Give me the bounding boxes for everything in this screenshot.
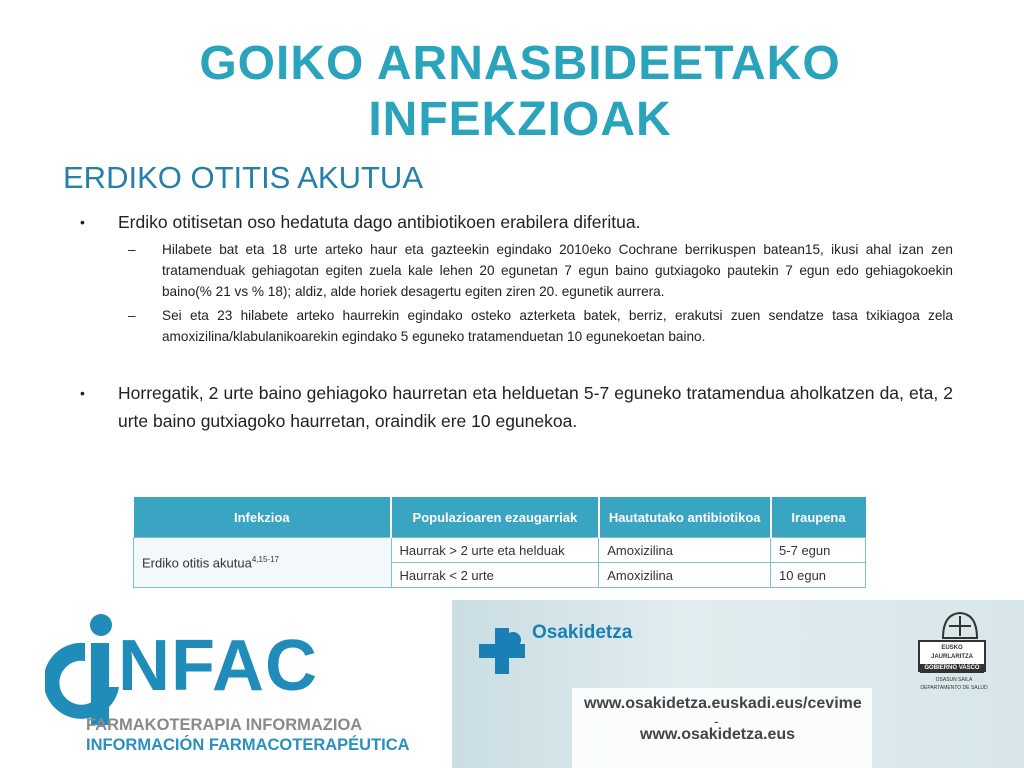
bullet-text: Horregatik, 2 urte baino gehiagoko haurretan eta helduetan 5-7 eguneko tratamendua aholkatzen da, eta, 2 urte baino gutxiagoko haurretan, oraindik ere 10 egunekoa.	[118, 383, 953, 431]
cell-infection	[134, 538, 392, 588]
infac-tagline-eu: FARMAKOTERAPIA INFORMAZIOA	[86, 716, 363, 734]
sub-bullet-item	[80, 239, 953, 302]
cevime-link[interactable]: www.osakidetza.euskadi.eus/cevime	[584, 695, 862, 712]
header-antibiotic: Hautatutako antibiotikoa	[599, 497, 771, 538]
gov-line-es: GOBIERNO VASCO	[920, 664, 984, 673]
infection-reference: 4,15-17	[251, 554, 279, 564]
osakidetza-cross-icon	[475, 624, 529, 678]
table-row	[134, 538, 866, 563]
table-header-row	[134, 497, 866, 538]
osakidetza-logo-text: Osakidetza	[532, 622, 633, 643]
osakidetza-link[interactable]: www.osakidetza.eus	[640, 726, 796, 743]
bullet-text: Erdiko otitisetan oso hedatuta dago antibiotikoen erabilera diferitua.	[118, 212, 641, 232]
header-infection: Infekzioa	[134, 497, 392, 538]
sub-bullet-mark: –	[128, 242, 136, 257]
slide-content	[80, 208, 953, 435]
gov-dept-eu: OSASUN SAILA	[935, 677, 973, 683]
osakidetza-banner	[452, 600, 1024, 768]
gov-line-eu: EUSKO JAURLARITZA	[931, 645, 973, 660]
cell-antibiotic: Amoxizilina	[599, 563, 771, 588]
slide-title-line1: GOIKO ARNASBIDEETAKO	[199, 37, 841, 90]
health-department-label	[918, 676, 990, 692]
bullet-item	[80, 208, 953, 236]
header-population: Populazioaren ezaugarriak	[391, 497, 599, 538]
infac-tagline-es: INFORMACIÓN FARMACOTERAPÉUTICA	[86, 736, 410, 754]
slide-title-line2: INFEKZIOAK	[368, 93, 672, 146]
header-duration: Iraupena	[771, 497, 866, 538]
bullet-item	[80, 379, 953, 435]
basque-government-crest-icon	[935, 610, 985, 640]
cell-antibiotic: Amoxizilina	[599, 538, 771, 563]
cell-population: Haurrak > 2 urte eta helduak	[391, 538, 599, 563]
cell-duration: 5-7 egun	[771, 538, 866, 563]
bullet-mark: •	[80, 385, 85, 401]
infac-i-icon	[45, 613, 125, 727]
url-separator: -	[714, 713, 719, 729]
cell-population: Haurrak < 2 urte	[391, 563, 599, 588]
infac-logo-text: NFAC	[118, 626, 318, 706]
sub-bullet-mark: –	[128, 308, 136, 323]
antibiotic-table	[133, 497, 866, 588]
bullet-mark: •	[80, 214, 85, 230]
sub-bullet-text: Hilabete bat eta 18 urte arteko haur eta gazteekin egindako 2010eko Cochrane berrikuspen batean15, ikusi ahal izan zen tratamenduak gehiagotan egiten zuela kale lehen 20 egunetan 7 egun baino gutxiagoko pautekin 7 egun edo gehiagokoekin baino(% 21 vs % 18); aldiz, alde horiek desagertu egiten ziren 20. egunetik aurrera.	[162, 242, 953, 299]
slide-title	[100, 36, 940, 148]
gov-dept-es: DEPARTAMENTO DE SALUD	[920, 685, 988, 691]
sub-bullet-text: Sei eta 23 hilabete arteko haurrekin egindako osteko azterketa batek, berriz, erakutsi zuen sendatze tasa txikiagoa zela amoxizilina/klabulanikoarekin egindako 5 eguneko tratamenduetan 10 egunekoetan baino.	[162, 308, 953, 344]
infection-name: Erdiko otitis akutua	[142, 555, 252, 571]
sub-bullet-item	[80, 305, 953, 347]
basque-government-logo	[918, 640, 986, 672]
slide-subtitle: ERDIKO OTITIS AKUTUA	[63, 160, 423, 195]
cell-duration: 10 egun	[771, 563, 866, 588]
